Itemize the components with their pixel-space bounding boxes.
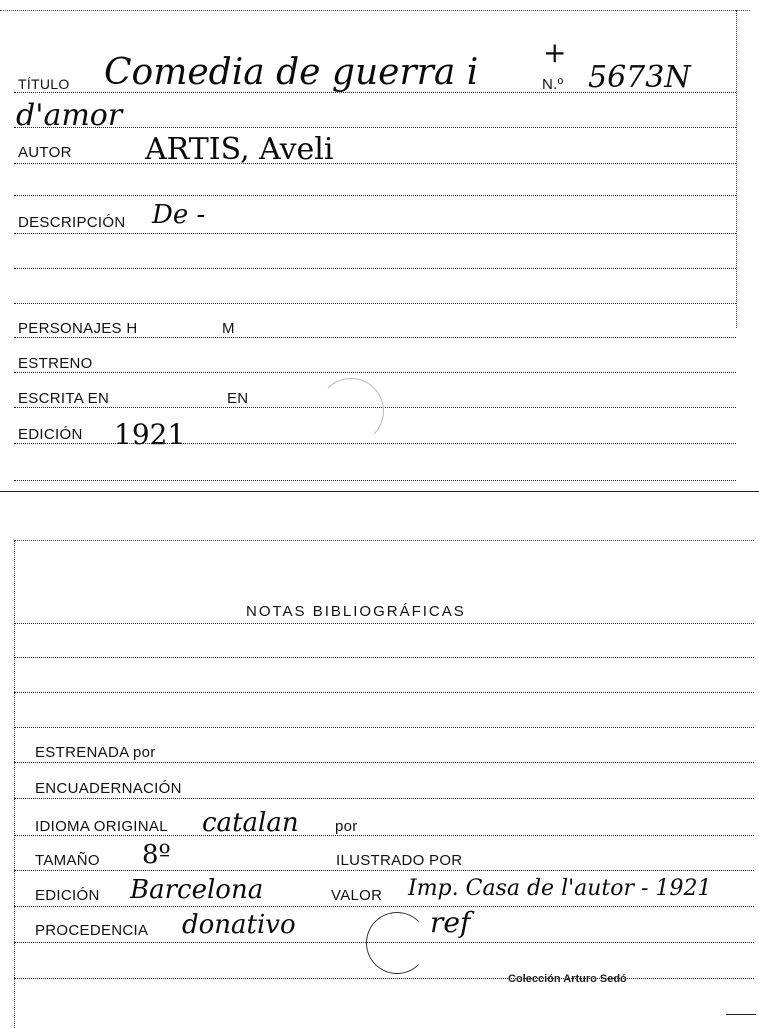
- ruled-line: [14, 372, 736, 373]
- ruled-line: [14, 978, 754, 979]
- idioma-value: catalan: [202, 808, 299, 838]
- procedencia-label: PROCEDENCIA: [35, 922, 149, 939]
- back-card: [0, 540, 759, 1028]
- escrita-label: ESCRITA EN: [18, 390, 110, 407]
- ruled-line: [14, 727, 754, 728]
- card-edge: [14, 540, 15, 1028]
- edicion-label: EDICIÓN: [18, 426, 83, 443]
- procedencia-value: donativo: [182, 910, 296, 940]
- escrita-en-label: EN: [227, 390, 249, 407]
- edicion-value: Barcelona: [130, 875, 264, 905]
- ruled-line: [14, 195, 736, 196]
- ruled-line: [14, 163, 736, 164]
- ruled-line: [14, 657, 754, 658]
- ruled-line: [14, 798, 754, 799]
- estreno-label: ESTRENO: [18, 355, 93, 372]
- ruled-line: [14, 835, 754, 836]
- numero-mark: +: [543, 36, 567, 69]
- ruled-line: [14, 233, 736, 234]
- card-edge: [14, 540, 754, 541]
- tamano-value: 8º: [142, 840, 171, 870]
- ruled-line: [14, 762, 754, 763]
- card-edge: [0, 10, 750, 11]
- procedencia-extra: ref: [430, 906, 471, 939]
- ruled-line: [14, 268, 736, 269]
- titulo-value-line1: Comedia de guerra i: [104, 52, 479, 93]
- notas-heading: NOTAS BIBLIOGRÁFICAS: [246, 603, 466, 620]
- ruled-line: [14, 480, 736, 481]
- front-card: [0, 0, 759, 492]
- ruled-line: [14, 942, 754, 943]
- descripcion-label: DESCRIPCIÓN: [18, 214, 126, 231]
- edicion-label: EDICIÓN: [35, 887, 100, 904]
- ilustrado-label: ILUSTRADO POR: [336, 852, 463, 869]
- encuadernacion-label: ENCUADERNACIÓN: [35, 780, 182, 797]
- card-bottom-edge: [0, 491, 759, 492]
- autor-label: AUTOR: [18, 144, 72, 161]
- ruled-line: [14, 443, 736, 444]
- valor-label: VALOR: [331, 887, 383, 904]
- numero-value: 5673N: [588, 60, 691, 95]
- tamano-label: TAMAÑO: [35, 852, 100, 869]
- ruled-line: [14, 303, 736, 304]
- autor-value: ARTIS, Aveli: [145, 132, 334, 167]
- ruled-line: [14, 92, 736, 93]
- personajes-label: PERSONAJES H: [18, 320, 138, 337]
- titulo-label: TÍTULO: [18, 76, 70, 92]
- numero-label: N.º: [542, 76, 564, 93]
- ruled-line: [14, 127, 736, 128]
- stamp-circle: [366, 912, 428, 974]
- ruled-line: [14, 337, 736, 338]
- personajes-m-label: M: [222, 320, 235, 337]
- ruled-line: [14, 870, 754, 871]
- idioma-label: IDIOMA ORIGINAL: [35, 818, 168, 835]
- faint-stamp: [318, 378, 384, 444]
- card-edge: [736, 10, 737, 328]
- corner-mark: [726, 1014, 756, 1015]
- descripcion-value: De -: [152, 200, 206, 230]
- ruled-line: [14, 623, 754, 624]
- ruled-line: [14, 692, 754, 693]
- edicion-value: 1921: [114, 418, 186, 451]
- idioma-por-label: por: [335, 818, 358, 835]
- titulo-value-line2: d'amor: [16, 98, 123, 133]
- valor-value: Imp. Casa de l'autor - 1921: [408, 876, 712, 901]
- estrenada-label: ESTRENADA por: [35, 744, 156, 761]
- ruled-line: [14, 906, 754, 907]
- collection-footer: Colección Arturo Sedó: [508, 973, 627, 985]
